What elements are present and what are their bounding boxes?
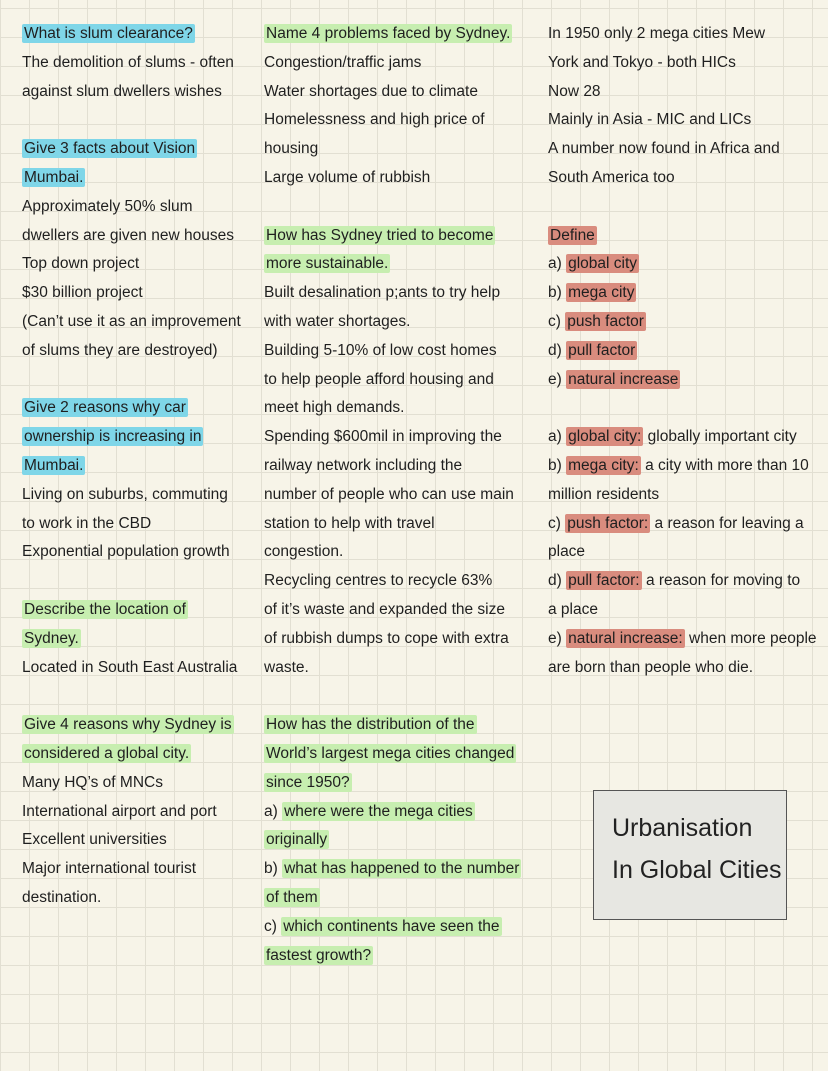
definition-term: global city: (568, 428, 642, 446)
definition-term: mega city: (568, 456, 639, 474)
question-highlight: considered a global city. (24, 744, 190, 762)
answer-line: Now 28 (548, 82, 601, 100)
question-highlight: Mumbai. (24, 456, 84, 474)
answer-line: of it’s waste and expanded the size (264, 600, 505, 618)
define-term: pull factor (568, 341, 636, 359)
title-line: In Global Cities (612, 856, 782, 884)
define-item (548, 250, 810, 279)
sub-question-highlight: fastest growth? (266, 946, 372, 964)
question-highlight: ownership is increasing in (24, 428, 202, 446)
definition-line (548, 510, 810, 539)
definition-term: pull factor: (568, 572, 640, 590)
question-line (264, 769, 522, 798)
question-highlight: How has Sydney tried to become (266, 226, 494, 244)
define-prefix: e) (548, 370, 562, 388)
sub-question-line (264, 798, 522, 827)
answer-line: Top down project (22, 255, 140, 273)
notes-column-3 (548, 20, 817, 682)
answer-line: station to help with travel (264, 514, 435, 532)
question-line (264, 250, 522, 279)
question-line (22, 596, 244, 625)
definition-text: a city with more than 10 (645, 456, 809, 474)
define-prefix: d) (548, 341, 562, 359)
sub-question-line (264, 913, 522, 942)
definition-line (548, 423, 810, 452)
definition-prefix: d) (548, 572, 562, 590)
answer-line: Exponential population growth (22, 543, 230, 561)
answer-line: congestion. (264, 543, 344, 561)
answer-line: waste. (264, 658, 309, 676)
definition-line (548, 625, 817, 654)
definition-term: push factor: (567, 514, 649, 532)
answer-line: South America too (548, 168, 675, 186)
sub-question-prefix: a) (264, 802, 278, 820)
question-line (264, 711, 522, 740)
question-line (22, 711, 244, 740)
question-line (22, 135, 244, 164)
answer-line: Large volume of rubbish (264, 168, 431, 186)
answer-line: to help people afford housing and (264, 370, 494, 388)
question-line (264, 222, 522, 251)
sub-question-highlight: what has happened to the number (284, 860, 520, 878)
question-line (22, 452, 244, 481)
definition-text: a reason for leaving a (654, 514, 804, 532)
answer-line: Approximately 50% slum (22, 197, 193, 215)
answer-line: housing (264, 140, 319, 158)
question-highlight: What is slum clearance? (24, 25, 193, 42)
define-item (548, 337, 810, 366)
answer-line: Located in South East Australia (22, 658, 238, 676)
answer-line: Recycling centres to recycle 63% (264, 572, 493, 590)
question-line (22, 625, 244, 654)
question-highlight: Mumbai. (24, 168, 84, 186)
definition-line: million residents (548, 485, 660, 503)
define-prefix: a) (548, 255, 562, 273)
question-highlight: more sustainable. (266, 255, 389, 273)
definition-line: a place (548, 600, 598, 618)
definition-prefix: e) (548, 629, 562, 647)
sub-question-highlight: where were the mega cities (284, 802, 473, 820)
answer-line: International airport and port (22, 802, 217, 820)
answer-line: meet high demands. (264, 399, 405, 417)
define-term: push factor (567, 312, 644, 330)
question-line (22, 20, 244, 49)
question-line (22, 740, 244, 769)
define-heading (548, 222, 810, 251)
definition-text: when more people (689, 629, 817, 647)
answer-line: destination. (22, 888, 102, 906)
define-prefix: b) (548, 284, 562, 302)
answer-line: Many HQ’s of MNCs (22, 773, 163, 791)
question-highlight: How has the distribution of the (266, 716, 475, 734)
definition-line (548, 567, 810, 596)
answer-line: Built desalination p;ants to try help (264, 284, 501, 302)
define-item (548, 279, 810, 308)
answer-line: railway network including the (264, 456, 463, 474)
answer-line: Water shortages due to climate (264, 82, 478, 100)
definition-text: globally important city (647, 428, 797, 446)
sub-question-highlight: of them (266, 888, 318, 906)
question-highlight: since 1950? (266, 773, 350, 791)
answer-line: The demolition of slums - often (22, 53, 234, 71)
definition-term: natural increase: (568, 629, 683, 647)
question-line (264, 20, 522, 49)
answer-line: $30 billion project (22, 284, 143, 302)
answer-line: number of people who can use main (264, 485, 514, 503)
answer-line: Living on suburbs, commuting (22, 485, 228, 503)
definition-prefix: a) (548, 428, 562, 446)
define-term: global city (568, 255, 638, 273)
sub-question-line (264, 942, 522, 971)
define-term: natural increase (568, 370, 679, 388)
sub-question-prefix: c) (264, 917, 277, 935)
sub-question-prefix: b) (264, 860, 278, 878)
answer-line: Congestion/traffic jams (264, 53, 422, 71)
question-line (22, 164, 244, 193)
define-prefix: c) (548, 312, 561, 330)
answer-line: Spending $600mil in improving the (264, 428, 502, 446)
sub-question-line (264, 826, 522, 855)
definition-line (548, 452, 810, 481)
define-highlight: Define (550, 226, 595, 244)
define-item (548, 366, 810, 395)
question-line (264, 740, 522, 769)
question-highlight: Describe the location of (24, 600, 186, 618)
answer-line: dwellers are given new houses (22, 226, 234, 244)
sub-question-highlight: originally (266, 831, 328, 849)
question-highlight: Name 4 problems faced by Sydney. (266, 25, 511, 42)
define-term: mega city (568, 284, 635, 302)
question-line (22, 423, 244, 452)
answer-line: against slum dwellers wishes (22, 82, 222, 100)
answer-line: (Can’t use it as an improvement (22, 312, 241, 330)
title-line: Urbanisation (612, 814, 753, 842)
answer-line: Homelessness and high price of (264, 111, 485, 129)
answer-line: of slums they are destroyed) (22, 341, 218, 359)
question-line (22, 394, 244, 423)
answer-line: York and Tokyo - both HICs (548, 53, 736, 71)
question-highlight: Give 2 reasons why car (24, 399, 186, 417)
sub-question-line (264, 855, 522, 884)
notes-column-2 (264, 20, 522, 970)
definition-text: a reason for moving to (645, 572, 801, 590)
question-highlight: World’s largest mega cities changed (266, 744, 515, 762)
sub-question-line (264, 884, 522, 913)
question-highlight: Give 3 facts about Vision (24, 140, 196, 158)
answer-line: to work in the CBD (22, 514, 152, 532)
definition-prefix: c) (548, 514, 561, 532)
answer-line: Major international tourist (22, 860, 197, 878)
question-highlight: Sydney. (24, 629, 79, 647)
question-highlight: Give 4 reasons why Sydney is (24, 716, 232, 734)
answer-line: Mainly in Asia - MIC and LICs (548, 111, 752, 129)
answer-line: of rubbish dumps to cope with extra (264, 629, 509, 647)
notes-column-1 (22, 20, 244, 913)
title-box (593, 790, 787, 920)
answer-line: with water shortages. (264, 312, 411, 330)
answer-line: In 1950 only 2 mega cities Mew (548, 25, 766, 42)
answer-line: Excellent universities (22, 831, 167, 849)
answer-line: A number now found in Africa and (548, 140, 780, 158)
define-item (548, 308, 810, 337)
sub-question-highlight: which continents have seen the (283, 917, 500, 935)
answer-line: Building 5-10% of low cost homes (264, 341, 497, 359)
definition-line: place (548, 543, 586, 561)
definition-line: are born than people who die. (548, 658, 754, 676)
definition-prefix: b) (548, 456, 562, 474)
